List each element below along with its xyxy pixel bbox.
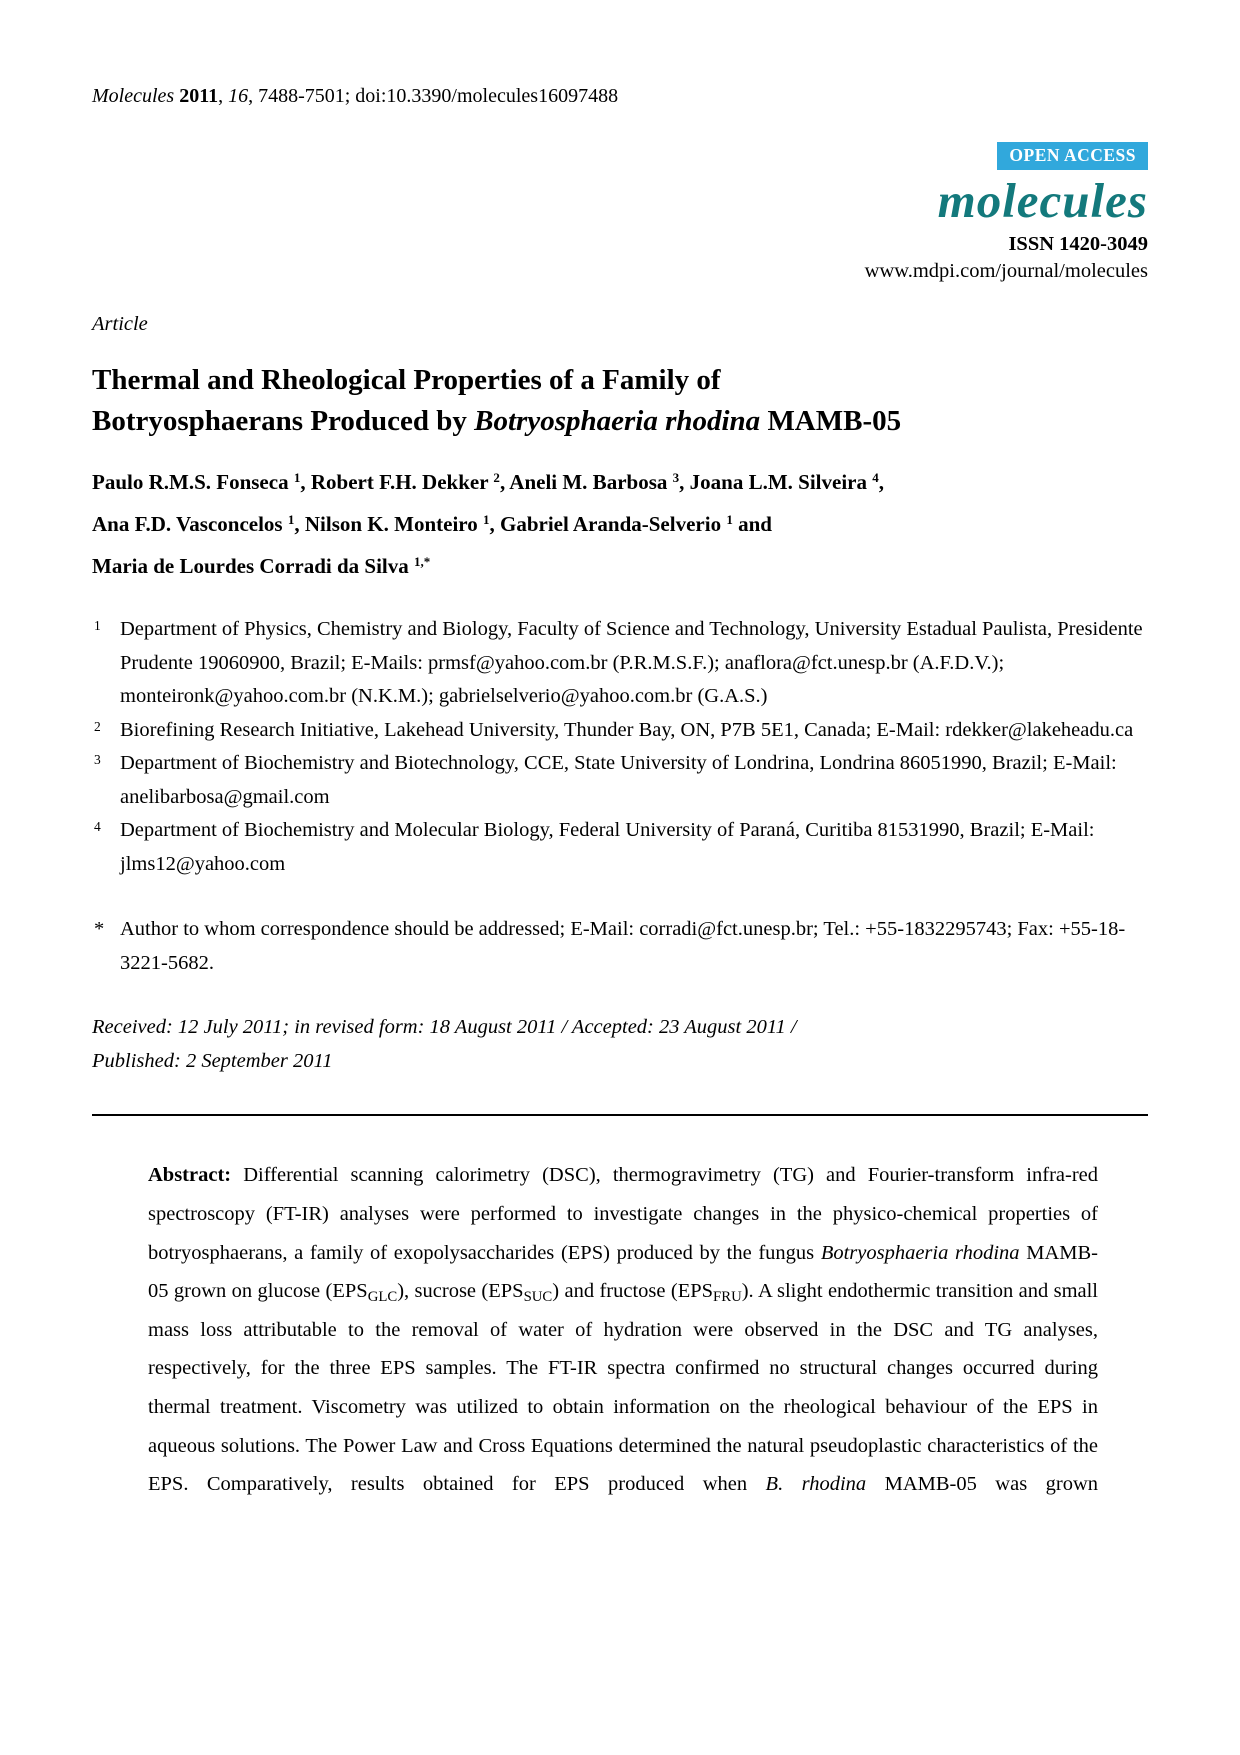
abstract-text: ). A slight endothermic transition and small mass loss attributable to the removal of water of hydration were observed in the DSC and TG analyses, respectively, for the three EPS samples. The FT-IR spectra confirmed no structural changes occurred during thermal treatment. Viscometry was utilized to obtain information on the rheological behaviour of the EPS in aqueous solutions. The Power Law and Cross Equations determined the natural pseudoplastic characteristics of the EPS. Comparatively, results obtained for EPS produced when bbox=[148, 1280, 1099, 1496]
affiliation-ref: 1 bbox=[287, 512, 295, 528]
article-history bbox=[92, 1010, 1148, 1078]
abstract-paragraph bbox=[148, 1156, 1098, 1503]
journal-name: Molecules bbox=[92, 85, 175, 107]
issn-line: ISSN 1420-3049 bbox=[1008, 233, 1148, 255]
history-line-1: Received: 12 July 2011; in revised form: 18 August 2011 / Accepted: 23 August 2011 / bbox=[92, 1016, 797, 1039]
author-list bbox=[92, 461, 1148, 587]
author-name: Maria de Lourdes Corradi da Silva bbox=[92, 554, 415, 579]
affiliation-ref: 1 bbox=[482, 512, 490, 528]
affiliation-text: Department of Physics, Chemistry and Biology, Faculty of Science and Technology, University Estadual Paulista, Presidente Prudente 19060900, Brazil; E-Mails: prmsf@yahoo.com.br (P.R.M.S.F.); anaflora@fct.unesp.br (A.F.D.V.); monteironk@yahoo.com.br (N.K.M.); gabrielselverio@yahoo.com.br (G.A.S.) bbox=[120, 618, 1143, 708]
author-line-2 bbox=[92, 503, 1148, 545]
author-name: , Robert F.H. Dekker bbox=[300, 470, 494, 495]
affiliation-text: Department of Biochemistry and Biotechnology, CCE, State University of Londrina, Londrina 86051990, Brazil; E-Mail: anelibarbosa@gmail.com bbox=[120, 752, 1117, 808]
author-separator: , bbox=[878, 470, 884, 495]
article-type-label: Article bbox=[92, 313, 148, 335]
eps-glc-subscript: GLC bbox=[367, 1288, 398, 1305]
title-species-name: Botryosphaeria rhodina bbox=[474, 405, 761, 437]
affiliation-item-4 bbox=[92, 814, 1148, 881]
affiliation-number: 1 bbox=[94, 618, 101, 634]
abstract-text: MAMB-05 was grown bbox=[866, 1473, 1099, 1496]
title-line2-part2: MAMB-05 bbox=[760, 405, 902, 437]
title-line2-part1: Botryosphaerans Produced by bbox=[92, 405, 475, 437]
eps-suc-subscript: SUC bbox=[523, 1288, 553, 1305]
open-access-badge: OPEN ACCESS bbox=[997, 142, 1148, 170]
abstract-text: Differential scanning calorimetry (DSC), thermogravimetry (TG) and Fourier-transform infra-red spectroscopy (FT-IR) analyses were performed to investigate changes in the physico-chemical properties of botryosphaerans, a family of exopolysaccharides (EPS) produced by the fungus bbox=[148, 1164, 1098, 1264]
abstract-text: ) and fructose (EPS bbox=[552, 1280, 714, 1303]
affiliation-ref: 1 bbox=[293, 470, 301, 486]
author-name: , Nilson K. Monteiro bbox=[294, 512, 483, 537]
journal-year: 2011 bbox=[174, 85, 219, 107]
affiliation-ref: 1 bbox=[726, 512, 733, 528]
journal-pages-doi: , 7488-7501; doi:10.3390/molecules16097488 bbox=[248, 85, 619, 107]
affiliation-number: 2 bbox=[94, 718, 101, 734]
author-name: , Joana L.M. Silveira bbox=[679, 470, 873, 495]
correspondence-item bbox=[92, 913, 1148, 980]
title-line1: Thermal and Rheological Properties of a Family of bbox=[92, 364, 721, 396]
author-line-3 bbox=[92, 545, 1148, 587]
affiliation-ref: 3 bbox=[672, 470, 680, 486]
paper-title bbox=[92, 360, 1148, 442]
affiliation-text: Department of Biochemistry and Molecular Biology, Federal University of Paraná, Curitiba 81531990, Brazil; E-Mail: jlms12@yahoo.com bbox=[120, 819, 1095, 875]
molecules-logo: molecules bbox=[937, 173, 1148, 228]
affiliation-text: Biorefining Research Initiative, Lakehead University, Thunder Bay, ON, P7B 5E1, Canada; E-Mail: rdekker@lakeheadu.ca bbox=[120, 718, 1134, 741]
affiliation-ref: 2 bbox=[493, 470, 500, 486]
author-name: Paulo R.M.S. Fonseca bbox=[92, 470, 294, 495]
affiliation-list bbox=[92, 613, 1148, 881]
journal-volume: 16 bbox=[228, 85, 249, 107]
correspondence-note bbox=[92, 913, 1148, 980]
affiliation-number: 3 bbox=[94, 752, 101, 768]
correspondence-text: Author to whom correspondence should be addressed; E-Mail: corradi@fct.unesp.br; Tel.: +55-1832295743; Fax: +55-18-3221-5682. bbox=[120, 918, 1126, 974]
species-name-abbrev: B. rhodina bbox=[765, 1473, 867, 1496]
journal-url: www.mdpi.com/journal/molecules bbox=[864, 260, 1148, 282]
journal-masthead bbox=[92, 142, 1148, 285]
separator: , bbox=[218, 85, 229, 107]
affiliation-item-1 bbox=[92, 613, 1148, 714]
author-name: Ana F.D. Vasconcelos bbox=[92, 512, 288, 537]
abstract-text: ), sucrose (EPS bbox=[397, 1280, 524, 1303]
correspondence-marker: * bbox=[94, 918, 105, 941]
eps-fru-subscript: FRU bbox=[713, 1288, 742, 1305]
affiliation-ref: 4 bbox=[872, 470, 879, 486]
abstract-label: Abstract: bbox=[148, 1164, 232, 1187]
affiliation-ref-corresponding: 1,* bbox=[414, 554, 431, 570]
section-divider bbox=[92, 1114, 1148, 1116]
author-separator: and bbox=[732, 512, 772, 537]
history-line-2: Published: 2 September 2011 bbox=[92, 1050, 333, 1073]
affiliation-item-2 bbox=[92, 714, 1148, 748]
journal-citation-line bbox=[92, 84, 1148, 108]
species-name: Botryosphaeria rhodina bbox=[820, 1241, 1020, 1264]
open-access-row bbox=[92, 142, 1148, 170]
abstract-text: MAMB-05 grown on glucose (EPS bbox=[148, 1241, 1098, 1303]
affiliation-item-3 bbox=[92, 747, 1148, 814]
author-name: , Aneli M. Barbosa bbox=[499, 470, 673, 495]
affiliation-number: 4 bbox=[94, 819, 101, 835]
author-line-1 bbox=[92, 461, 1148, 503]
author-name: , Gabriel Aranda-Selverio bbox=[489, 512, 727, 537]
